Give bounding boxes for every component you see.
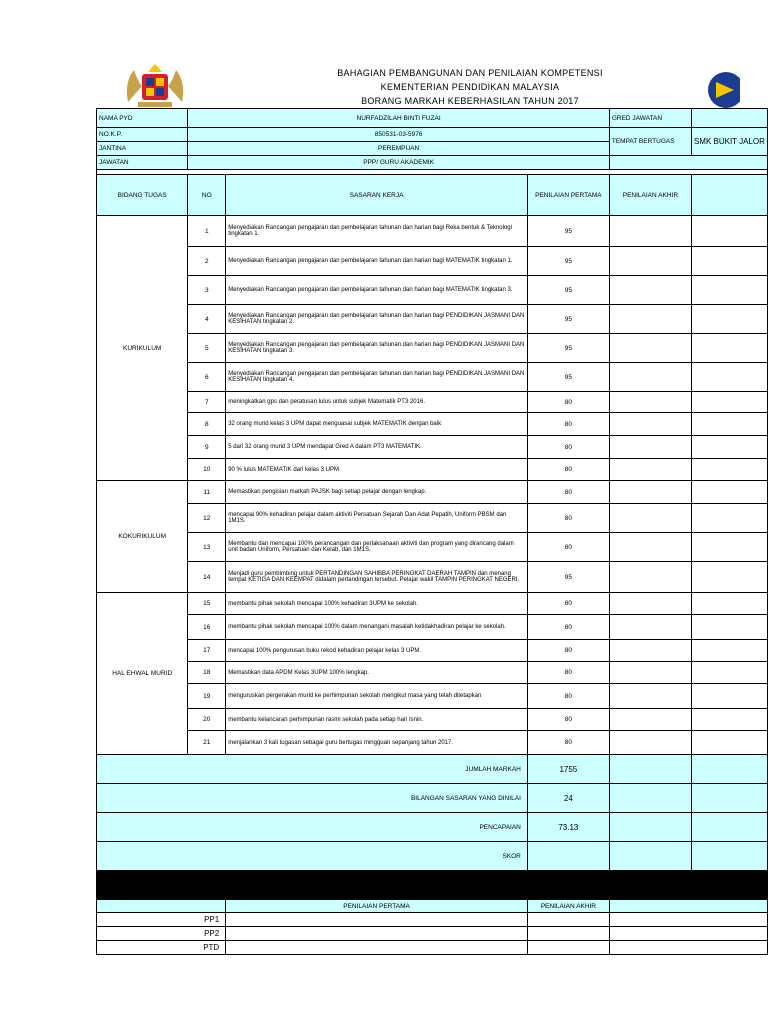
row-score-akhir bbox=[609, 593, 691, 615]
signoff-extra bbox=[609, 900, 767, 913]
row-target: 5 dari 32 orang murid 3 UPM mendapat Gred A dalam PT3 MATEMATIK. bbox=[226, 436, 528, 459]
target-row bbox=[97, 662, 768, 684]
row-target: mencapai 100% pengurusan buku rekod kehadiran pelajar kelas 3 UPM. bbox=[226, 640, 528, 662]
header-line-1: BAHAGIAN PEMBANGUNAN DAN PENILAIAN KOMPETENSI bbox=[337, 68, 603, 78]
row-score-akhir bbox=[609, 247, 691, 276]
target-row bbox=[97, 533, 768, 562]
row-score-pertama: 95 bbox=[527, 305, 609, 334]
row-target: Menyediakan Rancangan pengajaran dan pembelajaran tahunan dan harian bagi PENDIDIKAN JASMANI DAN KESIHATAN tingkatan 2. bbox=[226, 305, 528, 334]
signoff-blank bbox=[97, 900, 226, 913]
target-row bbox=[97, 481, 768, 504]
row-score-akhir bbox=[609, 392, 691, 413]
row-score-akhir bbox=[609, 709, 691, 731]
row-score-pertama: 95 bbox=[527, 334, 609, 363]
row-target: Membantu dan mencapai 100% perancangan dan perlaksanaan aktiviti dan program yang dirancang dalam unit badan Uniform, Persatuan dan Kelab, dan 1M1S. bbox=[226, 533, 528, 562]
ministry-logo bbox=[700, 70, 740, 110]
header-line-2: KEMENTERIAN PENDIDIKAN MALAYSIA bbox=[380, 82, 560, 92]
pencapaian-extra bbox=[691, 813, 767, 842]
row-no: 14 bbox=[188, 562, 226, 593]
row-no: 3 bbox=[188, 276, 226, 305]
row-score-pertama: 80 bbox=[527, 436, 609, 459]
row-no: 5 bbox=[188, 334, 226, 363]
row-extra bbox=[691, 533, 767, 562]
row-no: 6 bbox=[188, 363, 226, 392]
row-score-pertama: 80 bbox=[527, 662, 609, 684]
row-score-akhir bbox=[609, 731, 691, 755]
bilangan-akhir bbox=[609, 784, 691, 813]
row-score-akhir bbox=[609, 216, 691, 247]
row-score-akhir bbox=[609, 305, 691, 334]
row-score-akhir bbox=[609, 533, 691, 562]
row-extra bbox=[691, 247, 767, 276]
col-no: NO bbox=[188, 175, 226, 216]
tempat-label: TEMPAT BERTUGAS bbox=[609, 128, 691, 156]
ptd-extra bbox=[609, 941, 767, 955]
target-row bbox=[97, 562, 768, 593]
target-row bbox=[97, 593, 768, 615]
jumlah-akhir bbox=[609, 755, 691, 784]
row-score-pertama: 80 bbox=[527, 709, 609, 731]
row-target: menjalankan 3 kali tugasan sebagai guru bertugas mingguan sepanjang tahun 2017. bbox=[226, 731, 528, 755]
row-target: menguruskan pergerakan murid ke perhimpunan sekolah mengikut masa yang telah ditetapkan bbox=[226, 684, 528, 709]
row-target: Menyediakan Rancangan pengajaran dan pembelajaran tahunan dan harian bagi PENDIDIKAN JASMANI DAN KESIHATAN tingkatan 3. bbox=[226, 334, 528, 363]
target-row bbox=[97, 615, 768, 640]
row-no: 17 bbox=[188, 640, 226, 662]
jumlah-value: 1755 bbox=[527, 755, 609, 784]
row-extra bbox=[691, 709, 767, 731]
col-akhir: PENILAIAN AKHIR bbox=[609, 175, 691, 216]
row-no: 20 bbox=[188, 709, 226, 731]
tempat-value: SMK BUKIT JALOR bbox=[691, 128, 767, 156]
row-score-akhir bbox=[609, 436, 691, 459]
row-target: Menyediakan Rancangan pengajaran dan pembelajaran tahunan dan harian bagi PENDIDIKAN JASMANI DAN KESIHATAN tingkatan 4. bbox=[226, 363, 528, 392]
row-no: 4 bbox=[188, 305, 226, 334]
row-score-akhir bbox=[609, 363, 691, 392]
row-no: 13 bbox=[188, 533, 226, 562]
row-target: membantu pihak sekolah mencapai 100% kehadiran 3UPM ke sekolah. bbox=[226, 593, 528, 615]
bilangan-label: BILANGAN SASARAN YANG DINILAI bbox=[97, 784, 528, 813]
row-score-pertama: 80 bbox=[527, 615, 609, 640]
row-target: membantu kelancaran perhimpunan rasmi sekolah pada setiap hari Isnin. bbox=[226, 709, 528, 731]
group-kokurikulum: KOKURIKULUM bbox=[97, 481, 188, 593]
row-score-pertama: 80 bbox=[527, 533, 609, 562]
row-score-pertama: 95 bbox=[527, 276, 609, 305]
row-score-akhir bbox=[609, 615, 691, 640]
row-extra bbox=[691, 363, 767, 392]
row-no: 18 bbox=[188, 662, 226, 684]
row-target: Memastikan data APDM Kelas 3UPM 100% lengkap. bbox=[226, 662, 528, 684]
skor-akhir bbox=[609, 842, 691, 871]
pp2-label: PP2 bbox=[97, 927, 226, 941]
row-no: 11 bbox=[188, 481, 226, 504]
row-score-akhir bbox=[609, 684, 691, 709]
skor-label: SKOR bbox=[97, 842, 528, 871]
target-row bbox=[97, 276, 768, 305]
row-target: Menjadi guru pembimbing untuk PERTANDINGAN SAHIBBA PERINGKAT DAERAH TAMPIN dan menang tempat KETIGA DAN KEEMPAT didalam pertandingan tersebut. Pelajar wakil TAMPIN PERINGKAT NEGERI. bbox=[226, 562, 528, 593]
target-row bbox=[97, 413, 768, 436]
row-score-pertama: 80 bbox=[527, 731, 609, 755]
pp1-extra bbox=[609, 913, 767, 927]
row-no: 1 bbox=[188, 216, 226, 247]
target-row bbox=[97, 334, 768, 363]
nama-label: NAMA PYD bbox=[97, 109, 188, 128]
row-extra bbox=[691, 305, 767, 334]
jawatan-blank bbox=[609, 156, 767, 170]
jumlah-label: JUMLAH MARKAH bbox=[97, 755, 528, 784]
row-score-pertama: 80 bbox=[527, 459, 609, 481]
row-score-pertama: 95 bbox=[527, 216, 609, 247]
row-extra bbox=[691, 684, 767, 709]
col-bidang: BIDANG TUGAS bbox=[97, 175, 188, 216]
target-row bbox=[97, 392, 768, 413]
target-row bbox=[97, 216, 768, 247]
row-extra bbox=[691, 459, 767, 481]
nama-value: NURFADZILAH BINTI FUZAI bbox=[188, 109, 609, 128]
row-no: 12 bbox=[188, 504, 226, 533]
row-score-pertama: 80 bbox=[527, 392, 609, 413]
skor-extra bbox=[691, 842, 767, 871]
target-row bbox=[97, 504, 768, 533]
signoff-akhir: PENILAIAN AKHIR bbox=[527, 900, 609, 913]
target-row bbox=[97, 459, 768, 481]
jumlah-extra bbox=[691, 755, 767, 784]
row-no: 15 bbox=[188, 593, 226, 615]
target-row bbox=[97, 363, 768, 392]
col-pertama: PENILAIAN PERTAMA bbox=[527, 175, 609, 216]
row-score-pertama: 95 bbox=[527, 562, 609, 593]
row-score-pertama: 80 bbox=[527, 593, 609, 615]
target-row bbox=[97, 640, 768, 662]
row-extra bbox=[691, 504, 767, 533]
ptd-akhir bbox=[527, 941, 609, 955]
row-target: 32 orang murid kelas 3 UPM dapat menguasai subjek MATEMATIK dengan baik bbox=[226, 413, 528, 436]
row-score-akhir bbox=[609, 662, 691, 684]
row-extra bbox=[691, 662, 767, 684]
row-extra bbox=[691, 615, 767, 640]
signoff-pertama: PENILAIAN PERTAMA bbox=[226, 900, 528, 913]
row-no: 19 bbox=[188, 684, 226, 709]
nokp-label: NO.K.P. bbox=[97, 128, 188, 142]
gred-label: GRED JAWATAN bbox=[609, 109, 691, 128]
target-row bbox=[97, 684, 768, 709]
row-target: membantu pihak sekolah mencapai 100% dalam menangani masalah ketidakhadiran pelajar ke sekolah. bbox=[226, 615, 528, 640]
target-row bbox=[97, 731, 768, 755]
ptd-pertama bbox=[226, 941, 528, 955]
pp1-label: PP1 bbox=[97, 913, 226, 927]
row-extra bbox=[691, 413, 767, 436]
jantina-value: PEREMPUAN bbox=[188, 142, 609, 156]
pp1-akhir bbox=[527, 913, 609, 927]
row-score-pertama: 80 bbox=[527, 684, 609, 709]
row-extra bbox=[691, 436, 767, 459]
row-score-akhir bbox=[609, 481, 691, 504]
row-no: 10 bbox=[188, 459, 226, 481]
row-score-akhir bbox=[609, 276, 691, 305]
row-target: Memastikan pengisian markah PAJSK bagi setiap pelajar dengan lengkap. bbox=[226, 481, 528, 504]
row-target: 90 % lulus MATEMATIK dari kelas 3 UPM bbox=[226, 459, 528, 481]
pp2-extra bbox=[609, 927, 767, 941]
row-no: 16 bbox=[188, 615, 226, 640]
row-score-akhir bbox=[609, 504, 691, 533]
row-score-pertama: 95 bbox=[527, 247, 609, 276]
row-target: mencapai 90% kehadiran pelajar dalam aktiviti Persatuan Sejarah Dan Adat Pepatih, Uniform PBSM dan 1M1S. bbox=[226, 504, 528, 533]
skor-value bbox=[527, 842, 609, 871]
target-row bbox=[97, 709, 768, 731]
row-extra bbox=[691, 392, 767, 413]
ptd-label: PTD bbox=[97, 941, 226, 955]
target-row bbox=[97, 305, 768, 334]
row-score-akhir bbox=[609, 459, 691, 481]
row-extra bbox=[691, 276, 767, 305]
pencapaian-value: 73.13 bbox=[527, 813, 609, 842]
row-score-pertama: 80 bbox=[527, 504, 609, 533]
black-separator bbox=[97, 871, 768, 900]
evaluation-table bbox=[96, 108, 768, 955]
gred-value bbox=[691, 109, 767, 128]
pencapaian-label: PENCAPAIAN bbox=[97, 813, 528, 842]
row-extra bbox=[691, 562, 767, 593]
row-target: Menyediakan Rancangan pengajaran dan pembelajaran tahunan dan harian bagi MATEMATIK tingkatan 1. bbox=[226, 247, 528, 276]
jantina-label: JANTINA bbox=[97, 142, 188, 156]
nokp-value: 850531-03-5976 bbox=[188, 128, 609, 142]
row-extra bbox=[691, 216, 767, 247]
row-score-akhir bbox=[609, 562, 691, 593]
pp1-pertama bbox=[226, 913, 528, 927]
row-score-pertama: 95 bbox=[527, 363, 609, 392]
pencapaian-akhir bbox=[609, 813, 691, 842]
col-sasaran: SASARAN KERJA bbox=[226, 175, 528, 216]
bilangan-extra bbox=[691, 784, 767, 813]
rows-body bbox=[97, 216, 768, 755]
row-score-pertama: 80 bbox=[527, 413, 609, 436]
row-no: 9 bbox=[188, 436, 226, 459]
col-extra bbox=[691, 175, 767, 216]
row-extra bbox=[691, 334, 767, 363]
row-extra bbox=[691, 731, 767, 755]
row-no: 2 bbox=[188, 247, 226, 276]
jawatan-label: JAWATAN bbox=[97, 156, 188, 170]
row-no: 8 bbox=[188, 413, 226, 436]
row-score-pertama: 80 bbox=[527, 640, 609, 662]
row-target: meningkatkan gps dan peratusan lulus untuk subjek Matematik PT3 2016. bbox=[226, 392, 528, 413]
row-target: Menyediakan Rancangan pengajaran dan pembelajaran tahunan dan harian bagi MATEMATIK tingkatan 3. bbox=[226, 276, 528, 305]
row-score-pertama: 80 bbox=[527, 481, 609, 504]
group-hal-ehwal: HAL EHWAL MURID bbox=[97, 593, 188, 755]
row-score-akhir bbox=[609, 334, 691, 363]
pp2-pertama bbox=[226, 927, 528, 941]
group-kurikulum: KURIKULUM bbox=[97, 216, 188, 481]
target-row bbox=[97, 436, 768, 459]
target-row bbox=[97, 247, 768, 276]
jawatan-value: PPP/ GURU AKADEMIK bbox=[188, 156, 609, 170]
row-extra bbox=[691, 481, 767, 504]
header-line-3: BORANG MARKAH KEBERHASILAN TAHUN 2017 bbox=[361, 96, 579, 106]
row-extra bbox=[691, 593, 767, 615]
row-target: Menyediakan Rancangan pengajaran dan pembelajaran tahunan dan harian bagi Reka bentuk & Teknologi tingkatan 1. bbox=[226, 216, 528, 247]
bilangan-value: 24 bbox=[527, 784, 609, 813]
row-no: 7 bbox=[188, 392, 226, 413]
coat-of-arms-logo bbox=[120, 62, 190, 110]
row-no: 21 bbox=[188, 731, 226, 755]
pp2-akhir bbox=[527, 927, 609, 941]
row-score-akhir bbox=[609, 413, 691, 436]
row-score-akhir bbox=[609, 640, 691, 662]
row-extra bbox=[691, 640, 767, 662]
